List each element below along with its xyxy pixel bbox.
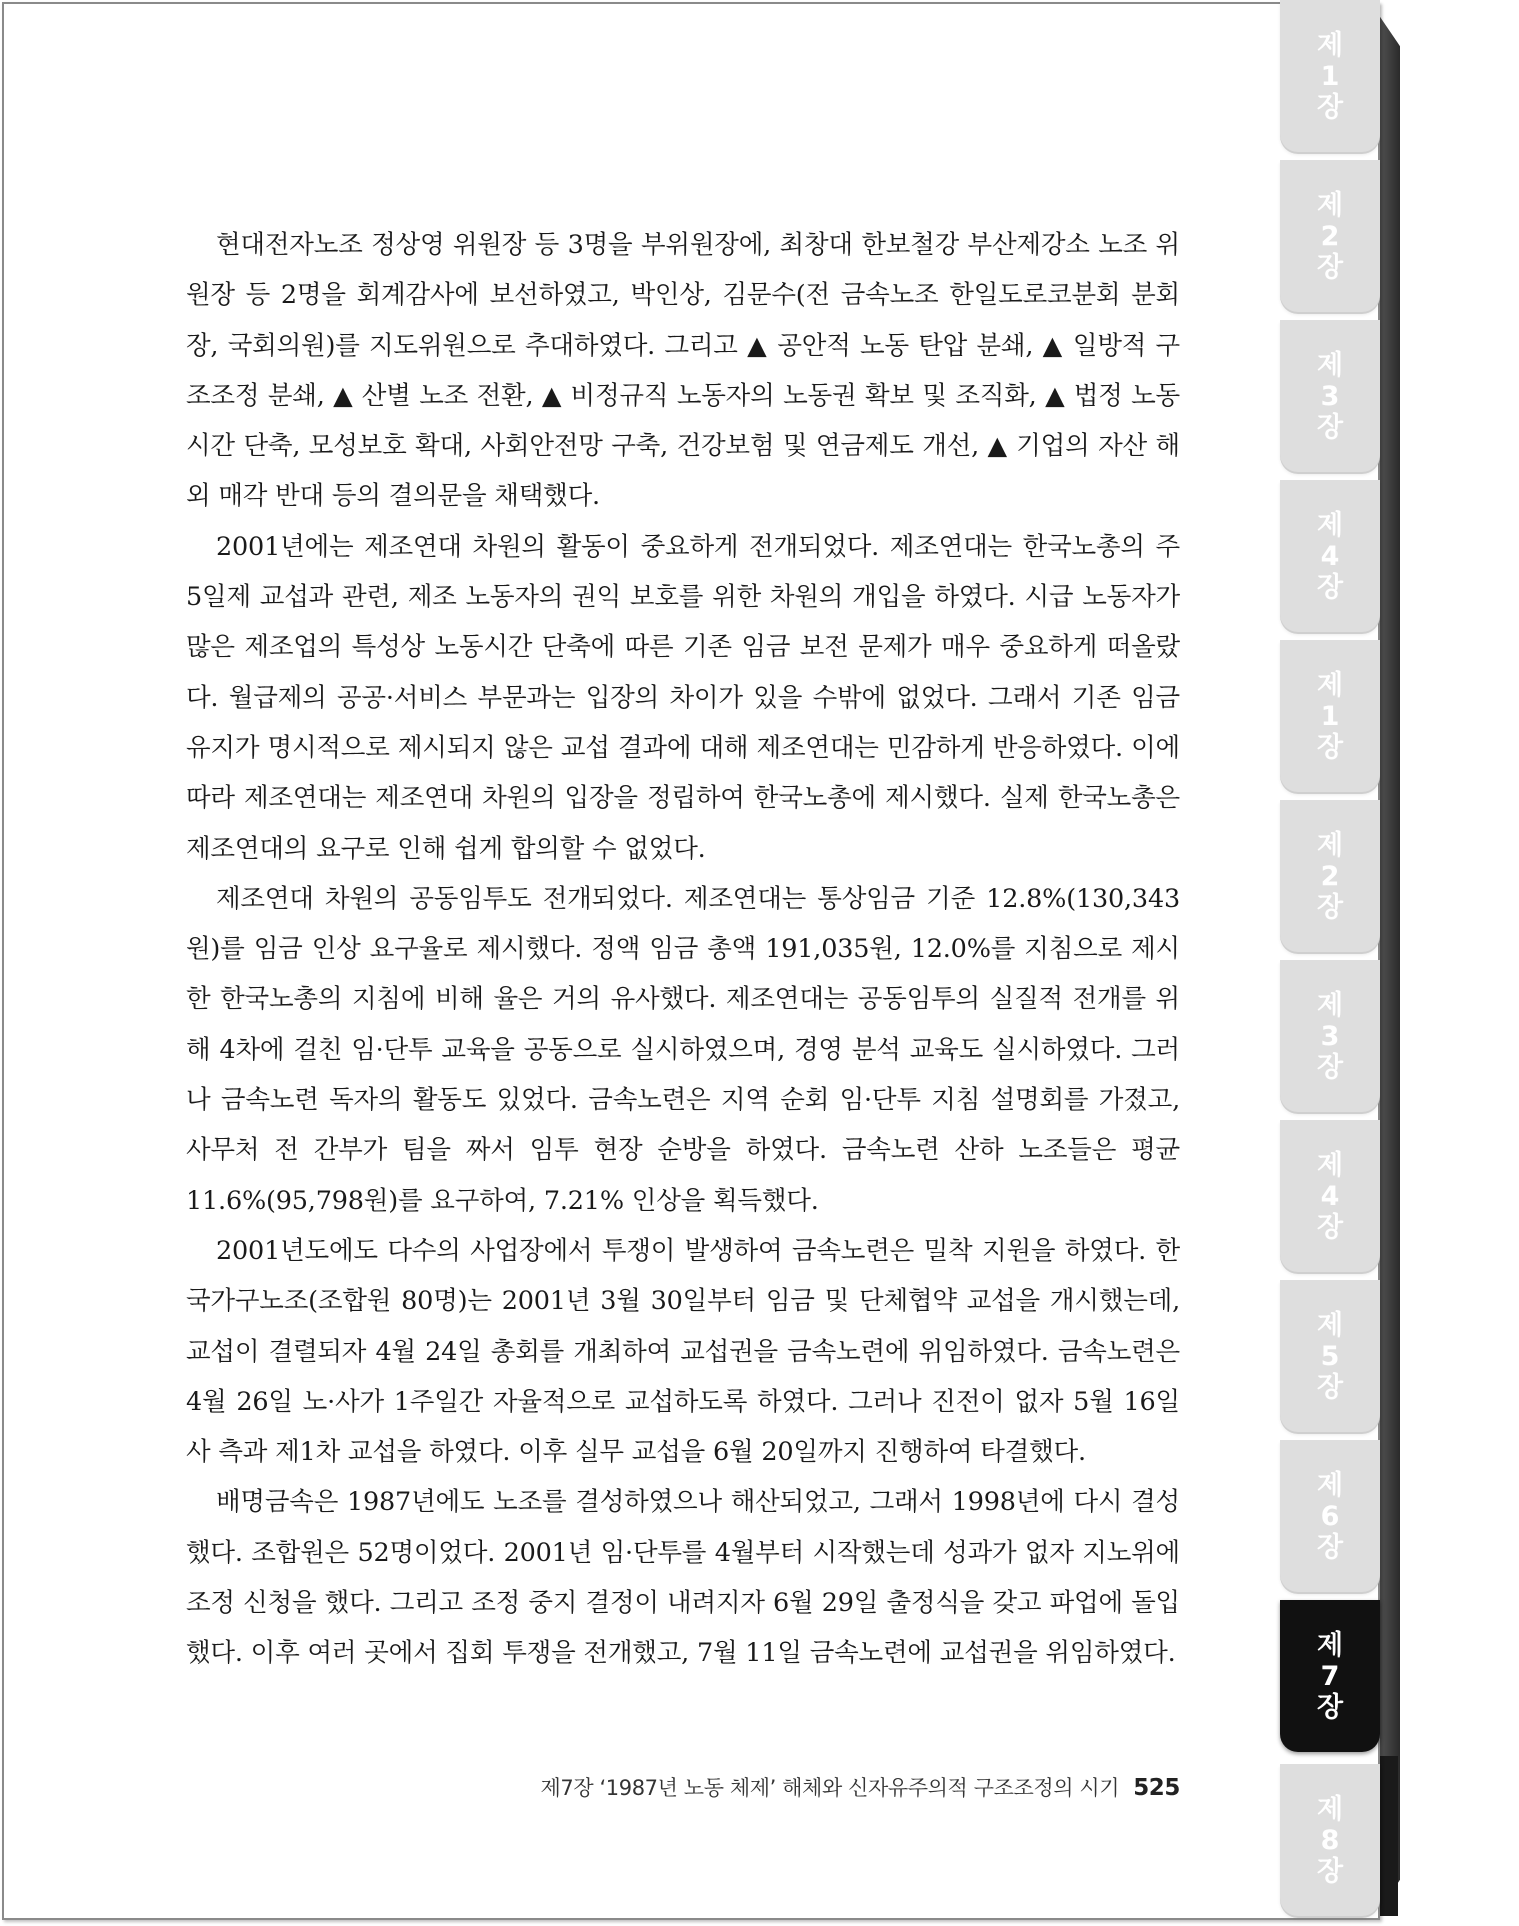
chapter-tab-4[interactable] — [1280, 480, 1380, 632]
tab-char: 제 — [1316, 1793, 1344, 1825]
tab-char: 장 — [1316, 571, 1344, 603]
tab-char: 3 — [1320, 1020, 1340, 1052]
chapter-tab-6[interactable] — [1280, 1440, 1380, 1592]
chapter-tab-strip — [1280, 0, 1380, 1926]
tab-char: 제 — [1316, 1629, 1344, 1661]
chapter-tab-8[interactable] — [1280, 1764, 1380, 1916]
tab-char: 2 — [1320, 860, 1340, 892]
tab-char: 4 — [1320, 540, 1340, 572]
tab-char: 4 — [1320, 1180, 1340, 1212]
tab-char: 제 — [1316, 189, 1344, 221]
paragraph-1: 현대전자노조 정상영 위원장 등 3명을 부위원장에, 최창대 한보철강 부산제강소 노조 위원장 등 2명을 회계감사에 보선하였고, 박인상, 김문수(전 금속노조 한일도로코분회 분회장, 국회의원)를 지도위원으로 추대하였다. 그리고 ▲ 공안적 노동 탄압 분쇄, ▲ 일방적 구조조정 분쇄, ▲ 산별 노조 전환, ▲ 비정규직 노동자의 노동권 확보 및 조직화, ▲ 법정 노동시간 단축, 모성보호 확대, 사회안전망 구축, 건강보험 및 연금제도 개선, ▲ 기업의 자산 해외 매각 반대 등의 결의문을 채택했다. — [186, 230, 1180, 512]
tab-char: 7 — [1320, 1660, 1340, 1692]
tab-char: 장 — [1316, 731, 1344, 763]
tab-char: 8 — [1320, 1824, 1340, 1856]
body-text — [186, 220, 1180, 1679]
running-title: 제7장 ‘1987년 노동 체제’ 해체와 신자유주의적 구조조정의 시기 — [540, 1776, 1120, 1800]
tab-char: 장 — [1316, 251, 1344, 283]
tab-char: 제 — [1316, 29, 1344, 61]
tab-char: 제 — [1316, 349, 1344, 381]
chapter-tab-5[interactable] — [1280, 1280, 1380, 1432]
tab-char: 2 — [1320, 220, 1340, 252]
tab-char: 장 — [1316, 1855, 1344, 1887]
tab-char: 제 — [1316, 509, 1344, 541]
tab-char: 제 — [1316, 989, 1344, 1021]
tab-char: 장 — [1316, 1211, 1344, 1243]
paragraph-5: 배명금속은 1987년에도 노조를 결성하였으나 해산되었고, 그래서 1998년에 다시 결성했다. 조합원은 52명이었다. 2001년 임·단투를 4월부터 시작했는데 성과가 없자 지노위에 조정 신청을 했다. 그리고 조정 중지 결정이 내려지자 6월 29일 출정식을 갖고 파업에 돌입했다. 이후 여러 곳에서 집회 투쟁을 전개했고, 7월 11일 금속노련에 교섭권을 위임하였다. — [186, 1487, 1180, 1669]
tab-char: 장 — [1316, 1371, 1344, 1403]
paragraph-4: 2001년도에도 다수의 사업장에서 투쟁이 발생하여 금속노련은 밀착 지원을 하였다. 한국가구노조(조합원 80명)는 2001년 3월 30일부터 임금 및 단체협약 교섭을 개시했는데, 교섭이 결렬되자 4월 24일 총회를 개최하여 교섭권을 금속노련에 위임하였다. 금속노련은 4월 26일 노·사가 1주일간 자율적으로 교섭하도록 하였다. 그러나 진전이 없자 5월 16일 사 측과 제1차 교섭을 하였다. 이후 실무 교섭을 6월 20일까지 진행하여 타결했다. — [186, 1235, 1180, 1468]
tab-char: 5 — [1320, 1340, 1340, 1372]
tab-char: 1 — [1320, 60, 1340, 92]
chapter-tab-7-active[interactable] — [1280, 1600, 1380, 1752]
paragraph-2: 2001년에는 제조연대 차원의 활동이 중요하게 전개되었다. 제조연대는 한국노총의 주 5일제 교섭과 관련, 제조 노동자의 권익 보호를 위한 차원의 개입을 하였다. 시급 노동자가 많은 제조업의 특성상 노동시간 단축에 따른 기존 임금 보전 문제가 매우 중요하게 떠올랐다. 월급제의 공공·서비스 부문과는 입장의 차이가 있을 수밖에 없었다. 그래서 기존 임금 유지가 명시적으로 제시되지 않은 교섭 결과에 대해 제조연대는 민감하게 반응하였다. 이에 따라 제조연대는 제조연대 차원의 입장을 정립하여 한국노총에 제시했다. 실제 한국노총은 제조연대의 요구로 인해 쉽게 합의할 수 없었다. — [186, 531, 1180, 864]
chapter-tab-1b[interactable] — [1280, 640, 1380, 792]
paragraph-3: 제조연대 차원의 공동임투도 전개되었다. 제조연대는 통상임금 기준 12.8%(130,343원)를 임금 인상 요구율로 제시했다. 정액 임금 총액 191,035원, 12.0%를 지침으로 제시한 한국노총의 지침에 비해 율은 거의 유사했다. 제조연대는 공동임투의 실질적 전개를 위해 4차에 걸친 임·단투 교육을 공동으로 실시하였으며, 경영 분석 교육도 실시하였다. 그러나 금속노련 독자의 활동도 있었다. 금속노련은 지역 순회 임·단투 지침 설명회를 가졌고, 사무처 전 간부가 팀을 짜서 임투 현장 순방을 하였다. 금속노련 산하 노조들은 평균 11.6%(95,798원)를 요구하여, 7.21% 인상을 획득했다. — [186, 883, 1180, 1216]
chapter-tab-2b[interactable] — [1280, 800, 1380, 952]
tab-char: 제 — [1316, 1309, 1344, 1341]
page-footer — [186, 1772, 1180, 1802]
chapter-tab-3[interactable] — [1280, 320, 1380, 472]
tab-char: 장 — [1316, 411, 1344, 443]
chapter-tab-3b[interactable] — [1280, 960, 1380, 1112]
tab-char: 제 — [1316, 669, 1344, 701]
chapter-tab-4b[interactable] — [1280, 1120, 1380, 1272]
chapter-tab-1[interactable] — [1280, 0, 1380, 152]
tab-char: 1 — [1320, 700, 1340, 732]
tab-char: 제 — [1316, 1469, 1344, 1501]
tab-char: 장 — [1316, 891, 1344, 923]
chapter-tab-2[interactable] — [1280, 160, 1380, 312]
tab-char: 장 — [1316, 1691, 1344, 1723]
tab-char: 3 — [1320, 380, 1340, 412]
tab-char: 장 — [1316, 1051, 1344, 1083]
tab-char: 6 — [1320, 1500, 1340, 1532]
page-number: 525 — [1133, 1775, 1180, 1801]
tab-char: 제 — [1316, 829, 1344, 861]
tab-char: 장 — [1316, 1531, 1344, 1563]
tab-char: 제 — [1316, 1149, 1344, 1181]
tab-char: 장 — [1316, 91, 1344, 123]
tab-edge-shadow — [1378, 1756, 1398, 1916]
